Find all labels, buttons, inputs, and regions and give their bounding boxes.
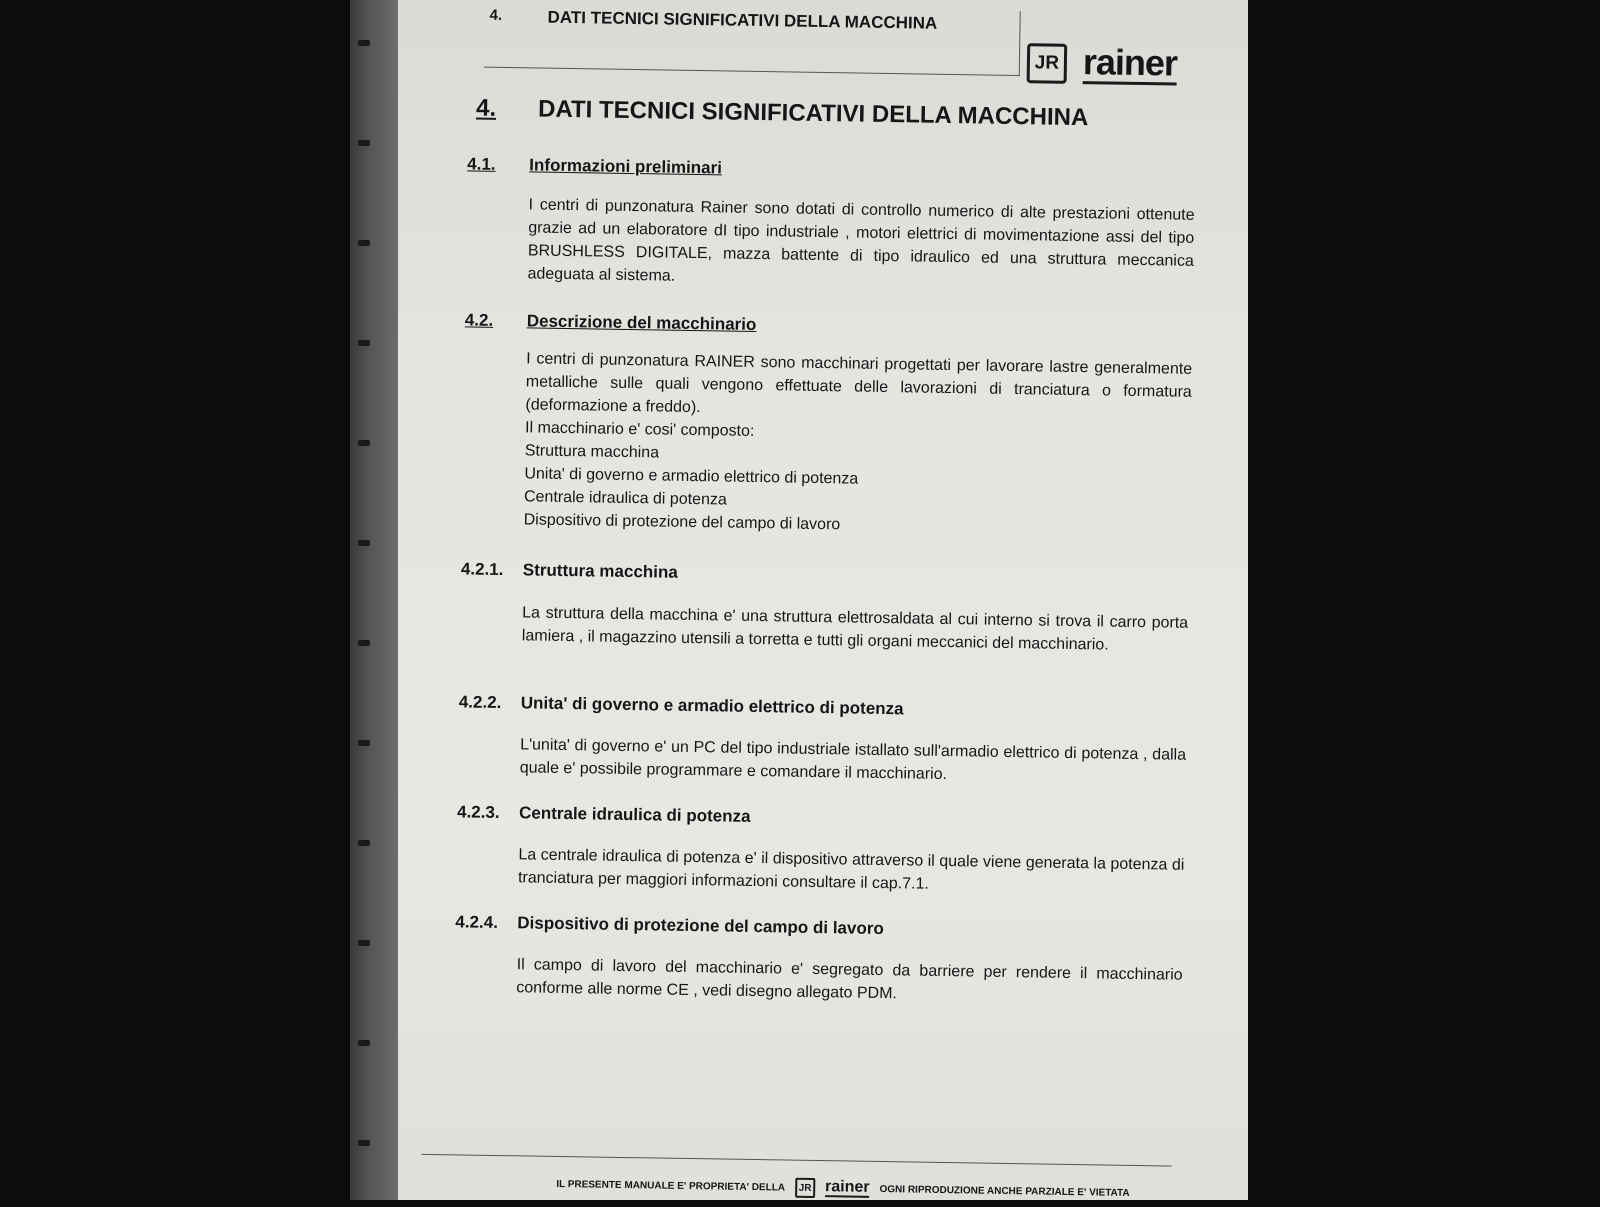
footer-right-text: OGNI RIPRODUZIONE ANCHE PARZIALE E' VIETATA [879,1183,1130,1199]
section-body-4-2-3 [518,843,1185,899]
section-number: 4.2. [464,310,494,330]
section-number: 4.2.1. [460,559,504,580]
section-heading-4-2 [465,310,757,335]
binder-hole [358,840,370,846]
paragraph: I centri di punzonatura Rainer sono dotati di controllo numerico di alte prestazioni ottenute grazie ad un elaboratore dI tipo industriale , motori elettrici di movimentazione assi del tipo BRUSHLESS DIGITALE, mazza battente di tipo idraulico ed una struttura meccanica adeguata al sistema. [527,196,1195,285]
paragraph: I centri di punzonatura RAINER sono macchinari progettati per lavorare lastre generalmente metalliche sulle quali vengono effettuate delle lavorazioni di tranciatura o formatura (deformazione a freddo). [525,350,1193,417]
section-body-4-2-4 [516,953,1183,1009]
page-title [476,95,1089,133]
section-body-4-2-1 [522,601,1189,657]
binder-hole [358,340,370,346]
header-chapter-title: DATI TECNICI SIGNIFICATIVI DELLA MACCHINA [547,7,938,33]
section-title: Centrale idraulica di potenza [518,803,751,826]
list-item: Struttura macchina [524,442,660,462]
section-number: 4.1. [467,154,496,174]
binder-hole [358,440,370,446]
section-body-4-1 [527,193,1194,295]
paragraph: La centrale idraulica di potenza e' il dispositivo attraverso il quale viene generata la potenza di tranciatura per maggiori informazioni consultare il cap.7.1. [517,846,1185,893]
section-body-4-2 [524,347,1193,541]
page-content [381,0,1250,1207]
section-title: Dispositivo di protezione del campo di lavoro [517,913,884,939]
binder-hole [358,540,370,546]
section-heading-4-2-4 [455,912,884,939]
footer-left-text: IL PRESENTE MANUALE E' PROPRIETA' DELLA [556,1178,786,1194]
section-title: Unita' di governo e armadio elettrico di potenza [520,693,904,719]
binder-hole [358,640,370,646]
footer-logo-wordmark: rainer [824,1178,870,1196]
list-item: Unita' di governo e armadio elettrico di potenza [524,465,859,488]
binder-hole [358,740,370,746]
binder-hole [358,240,370,246]
section-title: Descrizione del macchinario [526,311,757,334]
component-list [524,416,1192,541]
section-heading-4-1 [467,154,722,178]
binder-hole [358,1140,370,1146]
logo-mark-icon: JR [1027,43,1068,84]
binder-hole [358,40,370,46]
section-number: 4.2.3. [456,802,500,823]
section-number: 4.2.2. [458,692,502,713]
section-heading-4-2-3 [457,802,751,827]
page-footer [556,1174,1130,1203]
page-title-number: 4. [475,94,497,122]
section-title: Informazioni preliminari [529,155,723,178]
footer-divider [422,1154,1172,1167]
footer-logo-mark-icon: JR [795,1178,815,1198]
paragraph: La struttura della macchina e' una struttura elettrosaldata al cui interno si trova il carro porta lamiera , il magazzino utensili a torretta e tutti gli organi meccanici del macchinario. [521,604,1189,654]
list-intro: Il macchinario e' cosi' composto: [524,419,755,440]
header-chapter-number: 4. [489,6,503,24]
paragraph: Il campo di lavoro del macchinario e' segregato da barriere per rendere il macchinario conforme alle norme CE , vedi disegno allegato PDM. [516,956,1183,1003]
section-title: Struttura macchina [522,560,678,582]
paragraph: L'unita' di governo e' un PC del tipo industriale istallato sull'armadio elettrico di potenza , dalla quale e' possibile programmare e comandare il macchinario. [519,736,1187,784]
section-heading-4-2-1 [461,559,678,582]
section-number: 4.2.4. [455,912,499,932]
binder-hole [358,140,370,146]
list-item: Centrale idraulica di potenza [523,488,727,509]
rainer-logo [1027,43,1178,85]
binder-hole [358,1040,370,1046]
logo-wordmark: rainer [1082,41,1178,84]
section-heading-4-2-2 [459,692,904,719]
binder-hole [358,940,370,946]
list-item: Dispositivo di protezione del campo di lavoro [523,511,841,534]
section-body-4-2-2 [520,733,1187,789]
manual-page [398,0,1248,1200]
page-title-text: DATI TECNICI SIGNIFICATIVI DELLA MACCHINA [537,95,1089,132]
